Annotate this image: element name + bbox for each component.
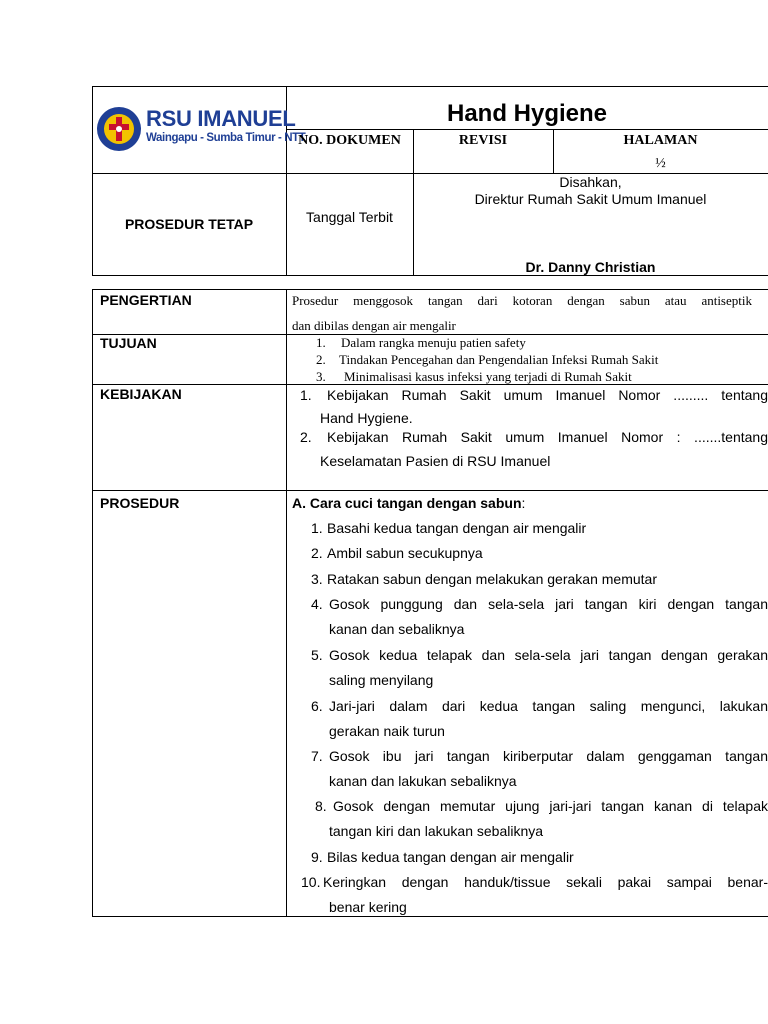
step-text-continued: gerakan naik turun — [329, 723, 445, 739]
hospital-logo — [96, 104, 306, 154]
step-number: 5. — [311, 647, 323, 663]
pengertian-label: PENGERTIAN — [100, 292, 192, 308]
step-number: 8. — [315, 798, 327, 814]
step-number: 6. — [311, 698, 323, 714]
step-text: Keringkan dengan handuk/tissue sekali pakai sampai benar- — [323, 874, 768, 890]
step-number: 2. — [311, 545, 323, 561]
step-text: Ratakan sabun dengan melakukan gerakan memutar — [327, 571, 657, 587]
revisi-label: REVISI — [458, 133, 508, 148]
pengertian-line-1: Prosedur menggosok tangan dari kotoran dengan sabun atau antiseptik — [292, 293, 752, 308]
step-text: Ambil sabun secukupnya — [327, 545, 483, 561]
prosedur-subheading — [292, 495, 525, 511]
signatory-name: Dr. Danny Christian — [525, 259, 656, 275]
kebijakan-item-line-2: Keselamatan Pasien di RSU Imanuel — [320, 453, 551, 469]
tujuan-item-text: Dalam rangka menuju patien safety — [341, 335, 526, 350]
step-text-continued: benar kering — [329, 899, 407, 915]
step-number: 7. — [311, 748, 323, 764]
tujuan-item-num: 2. — [316, 352, 326, 367]
tujuan-item-text: Tindakan Pencegahan dan Pengendalian Infeksi Rumah Sakit — [339, 352, 659, 367]
step-number: 10. — [301, 874, 321, 890]
step-text: Jari-jari dalam dari kedua tangan saling mengunci, lakukan — [329, 698, 768, 714]
halaman-label: HALAMAN — [623, 133, 698, 148]
document-title: Hand Hygiene — [446, 100, 608, 127]
hospital-name: RSU IMANUEL — [146, 106, 296, 131]
step-text-continued: kanan dan lakukan sebaliknya — [329, 773, 517, 789]
tujuan-item-num: 3. — [316, 369, 326, 384]
prosedur-subheading-text: A. Cara cuci tangan dengan sabun — [292, 495, 522, 511]
step-text-continued: saling menyilang — [329, 672, 434, 688]
tanggal-terbit-label: Tanggal Terbit — [306, 209, 393, 225]
tujuan-item-num: 1. — [316, 335, 326, 350]
kebijakan-item-num: 1. — [300, 387, 312, 403]
step-text: Gosok ibu jari tangan kiriberputar dalam genggaman tangan — [329, 748, 768, 764]
prosedur-subheading-colon: : — [521, 495, 526, 511]
kebijakan-item-num: 2. — [300, 429, 312, 445]
kebijakan-item-line-1: Kebijakan Rumah Sakit umum Imanuel Nomor ......... tentang — [327, 387, 768, 403]
step-text-continued: tangan kiri dan lakukan sebaliknya — [329, 823, 544, 839]
direktur-label: Direktur Rumah Sakit Umum Imanuel — [474, 191, 707, 207]
step-number: 9. — [311, 849, 323, 865]
step-text: Gosok punggung dan sela-sela jari tangan kiri dengan tangan — [329, 596, 768, 612]
tujuan-item-text: Minimalisasi kasus infeksi yang terjadi di Rumah Sakit — [344, 369, 632, 384]
step-text-continued: kanan dan sebaliknya — [329, 621, 465, 637]
kebijakan-item-line-1: Kebijakan Rumah Sakit umum Imanuel Nomor : .......tentang — [327, 429, 768, 445]
step-number: 1. — [311, 520, 323, 536]
pengertian-line-2: dan dibilas dengan air mengalir — [292, 318, 456, 333]
step-text: Bilas kedua tangan dengan air mengalir — [327, 849, 574, 865]
hospital-seal-icon — [96, 106, 142, 152]
step-number: 3. — [311, 571, 323, 587]
kebijakan-item-line-2: Hand Hygiene. — [320, 410, 413, 426]
kebijakan-label: KEBIJAKAN — [100, 386, 182, 402]
no-dokumen-label: NO. DOKUMEN — [298, 133, 401, 148]
tujuan-label: TUJUAN — [100, 335, 157, 351]
halaman-value: ½ — [655, 156, 666, 171]
step-text: Gosok kedua telapak dan sela-sela jari tangan dengan gerakan — [329, 647, 768, 663]
step-number: 4. — [311, 596, 323, 612]
hospital-location: Waingapu - Sumba Timur - NTT — [146, 132, 306, 144]
prosedur-tetap-label: PROSEDUR TETAP — [124, 216, 254, 232]
step-text: Gosok dengan memutar ujung jari-jari tangan kanan di telapak — [333, 798, 768, 814]
disahkan-label: Disahkan, — [559, 174, 622, 190]
step-text: Basahi kedua tangan dengan air mengalir — [327, 520, 587, 536]
prosedur-label: PROSEDUR — [100, 495, 180, 511]
